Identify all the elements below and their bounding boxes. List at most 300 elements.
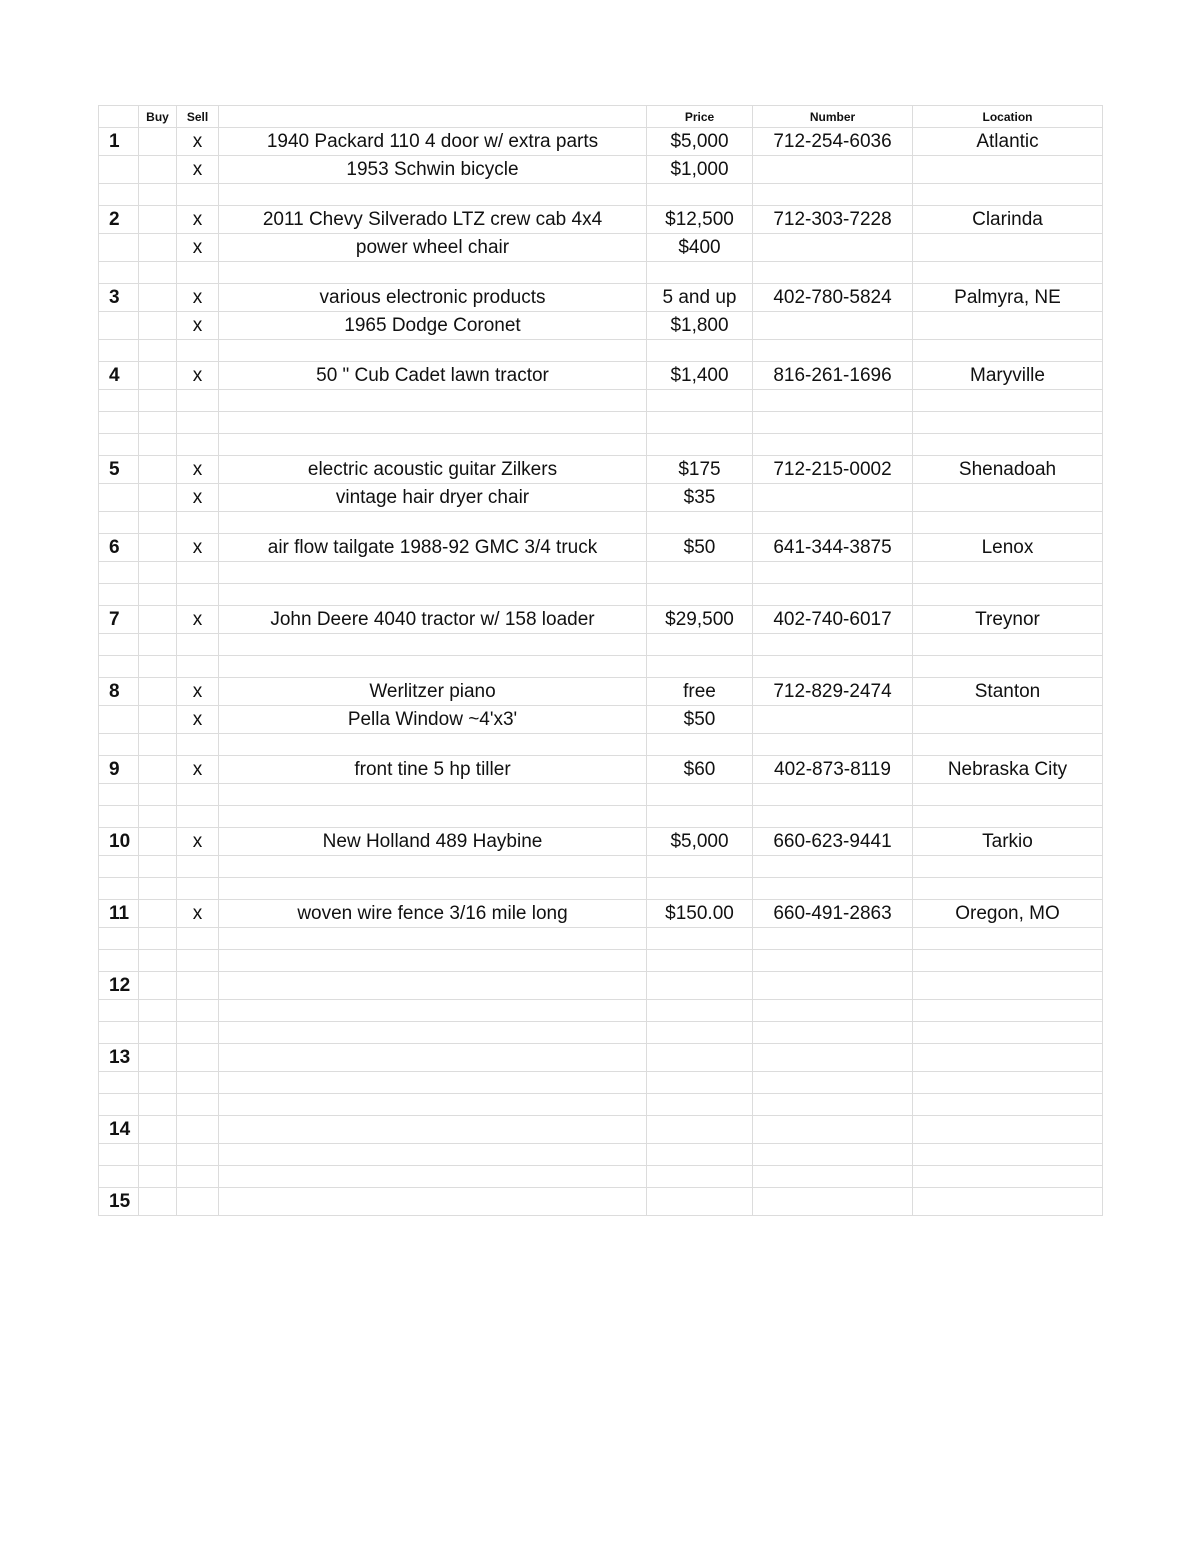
header-buy: Buy: [139, 106, 177, 128]
table-row: [99, 1022, 1103, 1044]
table-row: [99, 806, 1103, 828]
table-row: [99, 706, 1103, 734]
cell-num: [99, 412, 139, 434]
cell-price: $5,000: [647, 128, 753, 156]
cell-buy: [139, 206, 177, 234]
header-num: [99, 106, 139, 128]
cell-buy: [139, 972, 177, 1000]
cell-price: [647, 734, 753, 756]
cell-num: [99, 784, 139, 806]
table-row: [99, 562, 1103, 584]
cell-sell: x: [177, 156, 219, 184]
cell-location: [913, 262, 1103, 284]
cell-number: 712-829-2474: [753, 678, 913, 706]
cell-num: 11: [99, 900, 139, 928]
cell-num: [99, 562, 139, 584]
cell-item: [219, 1022, 647, 1044]
table-row: [99, 262, 1103, 284]
cell-number: [753, 856, 913, 878]
cell-sell: [177, 784, 219, 806]
table-row: [99, 634, 1103, 656]
cell-sell: [177, 390, 219, 412]
cell-sell: [177, 562, 219, 584]
cell-number: 660-491-2863: [753, 900, 913, 928]
cell-sell: x: [177, 534, 219, 562]
cell-buy: [139, 184, 177, 206]
cell-number: [753, 806, 913, 828]
cell-num: 2: [99, 206, 139, 234]
cell-item: 1965 Dodge Coronet: [219, 312, 647, 340]
cell-number: [753, 262, 913, 284]
cell-num: [99, 734, 139, 756]
cell-price: $60: [647, 756, 753, 784]
cell-location: Stanton: [913, 678, 1103, 706]
cell-sell: x: [177, 456, 219, 484]
cell-location: [913, 634, 1103, 656]
cell-location: [913, 412, 1103, 434]
cell-sell: [177, 412, 219, 434]
cell-price: [647, 512, 753, 534]
cell-number: [753, 412, 913, 434]
cell-num: 6: [99, 534, 139, 562]
table-row: [99, 156, 1103, 184]
cell-price: $175: [647, 456, 753, 484]
cell-item: [219, 806, 647, 828]
cell-buy: [139, 1166, 177, 1188]
header-number: Number: [753, 106, 913, 128]
cell-sell: x: [177, 756, 219, 784]
cell-number: 712-303-7228: [753, 206, 913, 234]
cell-buy: [139, 706, 177, 734]
cell-price: [647, 1188, 753, 1216]
cell-sell: [177, 1000, 219, 1022]
table-row: [99, 900, 1103, 928]
cell-item: [219, 734, 647, 756]
cell-number: [753, 656, 913, 678]
cell-price: [647, 1022, 753, 1044]
cell-buy: [139, 484, 177, 512]
cell-num: [99, 856, 139, 878]
cell-price: $50: [647, 534, 753, 562]
cell-number: [753, 434, 913, 456]
cell-item: [219, 412, 647, 434]
cell-number: 402-873-8119: [753, 756, 913, 784]
cell-buy: [139, 900, 177, 928]
cell-buy: [139, 734, 177, 756]
cell-location: Shenadoah: [913, 456, 1103, 484]
cell-sell: [177, 928, 219, 950]
cell-number: 402-780-5824: [753, 284, 913, 312]
cell-location: [913, 856, 1103, 878]
table-row: [99, 206, 1103, 234]
table-row: [99, 512, 1103, 534]
table-row: [99, 950, 1103, 972]
cell-num: 8: [99, 678, 139, 706]
cell-location: Treynor: [913, 606, 1103, 634]
cell-num: 13: [99, 1044, 139, 1072]
cell-buy: [139, 412, 177, 434]
cell-location: Nebraska City: [913, 756, 1103, 784]
cell-sell: x: [177, 484, 219, 512]
table-row: [99, 434, 1103, 456]
cell-num: [99, 512, 139, 534]
cell-number: [753, 156, 913, 184]
cell-number: [753, 1116, 913, 1144]
cell-num: [99, 434, 139, 456]
cell-location: [913, 562, 1103, 584]
table-row: [99, 784, 1103, 806]
cell-location: [913, 1000, 1103, 1022]
cell-buy: [139, 1144, 177, 1166]
table-row: [99, 828, 1103, 856]
cell-sell: x: [177, 284, 219, 312]
cell-num: [99, 928, 139, 950]
cell-item: [219, 1044, 647, 1072]
cell-location: [913, 390, 1103, 412]
cell-number: [753, 512, 913, 534]
table-row: [99, 1072, 1103, 1094]
cell-price: [647, 784, 753, 806]
cell-sell: x: [177, 678, 219, 706]
table-row: [99, 340, 1103, 362]
cell-price: [647, 1166, 753, 1188]
cell-num: [99, 1000, 139, 1022]
cell-item: Werlitzer piano: [219, 678, 647, 706]
cell-sell: x: [177, 828, 219, 856]
cell-number: 816-261-1696: [753, 362, 913, 390]
cell-location: Clarinda: [913, 206, 1103, 234]
cell-buy: [139, 606, 177, 634]
table-row: [99, 1116, 1103, 1144]
cell-sell: [177, 1072, 219, 1094]
cell-sell: [177, 734, 219, 756]
cell-item: air flow tailgate 1988-92 GMC 3/4 truck: [219, 534, 647, 562]
cell-buy: [139, 806, 177, 828]
cell-buy: [139, 128, 177, 156]
cell-price: [647, 262, 753, 284]
cell-sell: [177, 512, 219, 534]
cell-sell: [177, 184, 219, 206]
cell-num: 7: [99, 606, 139, 634]
cell-sell: [177, 1116, 219, 1144]
cell-num: [99, 312, 139, 340]
cell-location: [913, 734, 1103, 756]
table-row: [99, 284, 1103, 312]
cell-buy: [139, 584, 177, 606]
cell-item: [219, 1094, 647, 1116]
cell-num: [99, 634, 139, 656]
cell-num: [99, 878, 139, 900]
cell-num: 4: [99, 362, 139, 390]
cell-location: [913, 1166, 1103, 1188]
table-row: [99, 656, 1103, 678]
cell-buy: [139, 284, 177, 312]
table-row: [99, 312, 1103, 340]
table-row: [99, 972, 1103, 1000]
cell-buy: [139, 928, 177, 950]
cell-price: [647, 878, 753, 900]
cell-number: [753, 1000, 913, 1022]
cell-buy: [139, 512, 177, 534]
cell-sell: [177, 634, 219, 656]
table-row: [99, 1188, 1103, 1216]
cell-buy: [139, 390, 177, 412]
cell-location: [913, 340, 1103, 362]
cell-price: [647, 412, 753, 434]
cell-buy: [139, 340, 177, 362]
cell-buy: [139, 784, 177, 806]
cell-item: [219, 1072, 647, 1094]
cell-item: [219, 856, 647, 878]
cell-location: [913, 972, 1103, 1000]
cell-price: [647, 390, 753, 412]
cell-price: [647, 1000, 753, 1022]
cell-sell: [177, 434, 219, 456]
cell-buy: [139, 234, 177, 262]
cell-item: 2011 Chevy Silverado LTZ crew cab 4x4: [219, 206, 647, 234]
cell-num: 10: [99, 828, 139, 856]
cell-location: [913, 234, 1103, 262]
table-row: [99, 584, 1103, 606]
cell-location: [913, 484, 1103, 512]
cell-sell: x: [177, 128, 219, 156]
cell-price: [647, 1144, 753, 1166]
cell-number: [753, 390, 913, 412]
cell-sell: [177, 1188, 219, 1216]
cell-location: [913, 584, 1103, 606]
cell-item: [219, 584, 647, 606]
header-item: [219, 106, 647, 128]
cell-num: [99, 340, 139, 362]
cell-price: [647, 856, 753, 878]
cell-buy: [139, 856, 177, 878]
cell-location: Oregon, MO: [913, 900, 1103, 928]
cell-num: [99, 656, 139, 678]
cell-price: $400: [647, 234, 753, 262]
cell-sell: [177, 950, 219, 972]
cell-location: [913, 878, 1103, 900]
cell-num: [99, 184, 139, 206]
cell-price: [647, 1116, 753, 1144]
cell-price: [647, 972, 753, 1000]
cell-sell: x: [177, 362, 219, 390]
table-row: [99, 928, 1103, 950]
table-row: [99, 1000, 1103, 1022]
cell-num: [99, 156, 139, 184]
cell-number: [753, 562, 913, 584]
cell-location: [913, 1072, 1103, 1094]
cell-number: 402-740-6017: [753, 606, 913, 634]
cell-buy: [139, 1000, 177, 1022]
cell-number: [753, 972, 913, 1000]
cell-buy: [139, 156, 177, 184]
cell-buy: [139, 262, 177, 284]
cell-num: 15: [99, 1188, 139, 1216]
cell-location: [913, 1188, 1103, 1216]
cell-num: 14: [99, 1116, 139, 1144]
cell-location: Tarkio: [913, 828, 1103, 856]
listings-table: [98, 105, 1103, 1216]
cell-price: $150.00: [647, 900, 753, 928]
cell-item: [219, 434, 647, 456]
cell-sell: [177, 262, 219, 284]
cell-item: [219, 1188, 647, 1216]
table-row: [99, 1044, 1103, 1072]
cell-item: [219, 562, 647, 584]
cell-sell: x: [177, 312, 219, 340]
cell-location: Atlantic: [913, 128, 1103, 156]
table-row: [99, 184, 1103, 206]
cell-number: [753, 1022, 913, 1044]
cell-number: [753, 184, 913, 206]
cell-number: [753, 312, 913, 340]
cell-price: 5 and up: [647, 284, 753, 312]
cell-item: [219, 928, 647, 950]
cell-number: [753, 950, 913, 972]
cell-price: $50: [647, 706, 753, 734]
cell-sell: [177, 856, 219, 878]
cell-location: [913, 1094, 1103, 1116]
table-row: [99, 734, 1103, 756]
table-row: [99, 1144, 1103, 1166]
cell-item: vintage hair dryer chair: [219, 484, 647, 512]
cell-price: [647, 656, 753, 678]
cell-location: Maryville: [913, 362, 1103, 390]
cell-item: 1953 Schwin bicycle: [219, 156, 647, 184]
cell-number: [753, 1144, 913, 1166]
table-row: [99, 678, 1103, 706]
cell-item: Pella Window ~4'x3': [219, 706, 647, 734]
cell-price: [647, 562, 753, 584]
cell-num: [99, 1094, 139, 1116]
cell-number: [753, 1044, 913, 1072]
cell-num: 1: [99, 128, 139, 156]
cell-sell: [177, 1144, 219, 1166]
cell-number: 712-254-6036: [753, 128, 913, 156]
cell-num: [99, 1022, 139, 1044]
cell-sell: x: [177, 606, 219, 634]
cell-price: [647, 340, 753, 362]
cell-item: woven wire fence 3/16 mile long: [219, 900, 647, 928]
cell-price: free: [647, 678, 753, 706]
cell-item: [219, 1144, 647, 1166]
cell-buy: [139, 434, 177, 456]
header-price: Price: [647, 106, 753, 128]
cell-buy: [139, 1188, 177, 1216]
cell-sell: [177, 806, 219, 828]
cell-location: [913, 1022, 1103, 1044]
cell-number: [753, 340, 913, 362]
cell-price: [647, 1044, 753, 1072]
cell-buy: [139, 362, 177, 390]
cell-num: 5: [99, 456, 139, 484]
cell-number: [753, 734, 913, 756]
cell-price: [647, 434, 753, 456]
cell-num: [99, 234, 139, 262]
cell-num: [99, 1144, 139, 1166]
cell-sell: [177, 1022, 219, 1044]
cell-sell: x: [177, 206, 219, 234]
cell-number: [753, 928, 913, 950]
cell-num: [99, 584, 139, 606]
cell-item: 1940 Packard 110 4 door w/ extra parts: [219, 128, 647, 156]
cell-number: [753, 1188, 913, 1216]
cell-number: [753, 234, 913, 262]
cell-number: [753, 1166, 913, 1188]
cell-item: [219, 1000, 647, 1022]
cell-item: [219, 340, 647, 362]
cell-location: [913, 784, 1103, 806]
header-sell: Sell: [177, 106, 219, 128]
table-row: [99, 390, 1103, 412]
cell-num: 3: [99, 284, 139, 312]
table-row: [99, 234, 1103, 262]
cell-price: $1,000: [647, 156, 753, 184]
cell-item: [219, 390, 647, 412]
cell-location: [913, 706, 1103, 734]
cell-item: various electronic products: [219, 284, 647, 312]
cell-buy: [139, 828, 177, 856]
cell-buy: [139, 1116, 177, 1144]
cell-number: [753, 878, 913, 900]
cell-location: [913, 1116, 1103, 1144]
cell-buy: [139, 1072, 177, 1094]
cell-number: [753, 634, 913, 656]
table-row: [99, 1166, 1103, 1188]
cell-buy: [139, 950, 177, 972]
cell-num: [99, 950, 139, 972]
table-row: [99, 362, 1103, 390]
cell-item: [219, 634, 647, 656]
cell-buy: [139, 1094, 177, 1116]
header-location: Location: [913, 106, 1103, 128]
cell-number: [753, 784, 913, 806]
cell-num: [99, 706, 139, 734]
cell-item: [219, 784, 647, 806]
cell-location: [913, 656, 1103, 678]
cell-price: $35: [647, 484, 753, 512]
cell-item: [219, 512, 647, 534]
cell-price: [647, 634, 753, 656]
cell-location: [913, 806, 1103, 828]
cell-buy: [139, 634, 177, 656]
cell-number: 712-215-0002: [753, 456, 913, 484]
cell-location: [913, 1044, 1103, 1072]
cell-price: [647, 806, 753, 828]
cell-price: [647, 928, 753, 950]
cell-location: [913, 1144, 1103, 1166]
cell-item: [219, 972, 647, 1000]
cell-num: 9: [99, 756, 139, 784]
cell-item: John Deere 4040 tractor w/ 158 loader: [219, 606, 647, 634]
cell-location: Lenox: [913, 534, 1103, 562]
cell-price: [647, 1072, 753, 1094]
cell-location: Palmyra, NE: [913, 284, 1103, 312]
cell-buy: [139, 656, 177, 678]
cell-location: [913, 512, 1103, 534]
cell-item: power wheel chair: [219, 234, 647, 262]
cell-num: 12: [99, 972, 139, 1000]
table-row: [99, 878, 1103, 900]
cell-sell: [177, 340, 219, 362]
cell-number: [753, 584, 913, 606]
cell-item: [219, 950, 647, 972]
cell-location: [913, 184, 1103, 206]
cell-price: [647, 1094, 753, 1116]
cell-number: 660-623-9441: [753, 828, 913, 856]
cell-item: [219, 1116, 647, 1144]
cell-sell: x: [177, 234, 219, 262]
